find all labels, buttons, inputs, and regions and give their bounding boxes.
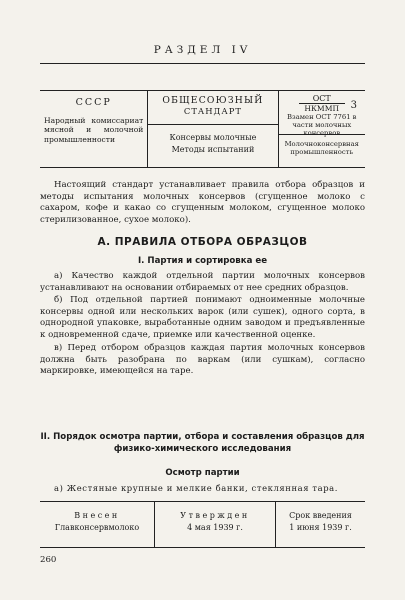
intro-paragraph: Настоящий стандарт устанавливает правила отбора образцов и методы испытания молочных консервов (сгущенное молоко с сахаром, кофе и какао со сгущенным молоком, сгущенное молоко стерилизованное, сухое молоко).: [40, 180, 365, 225]
country-name: СССР: [75, 97, 112, 108]
page-number: 260: [40, 555, 57, 565]
standard-type-subtitle: СТАНДАРТ: [183, 106, 242, 116]
effective-label: Срок введения: [289, 511, 352, 520]
paragraph-b: б) Под отдельной партией понимают одноименные молочные консервы одной или нескольких варок (или сушек), одного сорта, в однородной упаковке, выработанные одним заводом и предъявленные к одновременной сдаче, приемке или качественной оценке.: [40, 295, 365, 340]
effective-date: 1 июня 1939 г.: [289, 523, 352, 532]
approval-table: [40, 501, 365, 548]
ost-label: ОСТ: [312, 94, 331, 103]
section-a-heading: А. ПРАВИЛА ОТБОРА ОБРАЗЦОВ: [97, 236, 308, 248]
header-rule: [40, 63, 365, 64]
introduced-cell: [40, 502, 154, 547]
replaces-note: Взамен ОСТ 7761 в части молочных консервов: [287, 113, 357, 137]
approved-cell: [154, 502, 276, 547]
issuer-cell: [40, 91, 147, 167]
standard-name-cell: [147, 91, 278, 167]
standard-number-cell: [279, 91, 365, 167]
industry-name: Молочноконсервная промышленность: [284, 140, 359, 157]
ost-designation: [279, 91, 365, 135]
introduced-by: Главконсервмолоко: [54, 523, 140, 532]
section-ii-heading: II. Порядок осмотра партии, отбора и составления образцов для физико-химического исследования: [40, 432, 365, 454]
paragraph-tin-cans: а) Жестяные крупные и мелкие банки, стеклянная тара.: [54, 483, 339, 493]
ost-fraction: [299, 94, 345, 113]
issuer-name: Народный комиссариат мясной и молочной промышленности: [44, 116, 144, 144]
standard-type: [148, 91, 277, 125]
ost-number: 3: [350, 100, 357, 111]
paragraph-c: в) Перед отбором образцов каждая партия молочных консервов должна быть разобрана по варкам (или сушкам), согласно маркировке, имеющейся на таре.: [40, 343, 365, 377]
approved-label: Утвержден: [180, 511, 250, 520]
section-a-subheading: I. Партия и сортировка ее: [137, 256, 268, 266]
ost-department: НКММП: [299, 103, 345, 113]
effective-cell: [276, 502, 365, 547]
methods-name: Методы испытаний: [171, 145, 255, 154]
standard-type-title: ОБЩЕСОЮЗНЫЙ: [162, 95, 264, 106]
standard-title-table: [40, 90, 365, 168]
standard-subject: [148, 125, 277, 156]
section-ii-subheading: Осмотр партии: [165, 468, 240, 478]
approved-date: 4 мая 1939 г.: [187, 523, 243, 532]
product-name: Консервы молочные: [169, 133, 257, 142]
introduced-label: Внесен: [74, 511, 120, 520]
section-header: РАЗДЕЛ IV: [153, 44, 252, 56]
paragraph-a: а) Качество каждой отдельной партии молочных консервов устанавливают на основании отбираемых от нее средних образцов.: [40, 271, 365, 293]
